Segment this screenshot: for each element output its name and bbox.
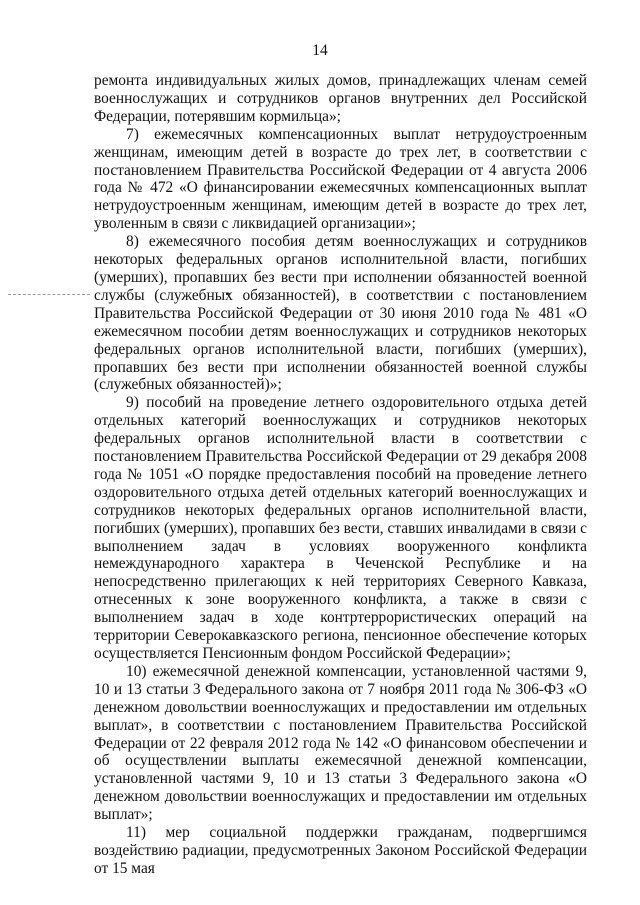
paragraph-item-9: 9) пособий на проведение летнего оздоровительного отдыха детей отдельных категорий военнослужащих и сотрудников некоторых федеральных органов исполнительной власти в соответствии с постановлением Правительства Российской Федерации от 29 декабря 2008 года № 1051 «О порядке предоставления пособий на проведение летнего оздоровительного отдыха детей отдельных категорий военнослужащих и сотрудников некоторых федеральных органов исполнительной власти, погибших (умерших), пропавших без вести, ставших инвалидами в связи с выполнением задач в условиях вооруженного конфликта немеждународного характера в Чеченской Республике и на непосредственно прилегающих к ней территориях Северного Кавказа, отнесенных к зоне вооруженного конфликта, а также в связи с выполнением задач в ходе контртеррористических операций на территории Северокавказского региона, пенсионное обеспечение которых осуществляется Пенсионным фондом Российской Федерации»; — [94, 394, 587, 662]
paragraph-item-10: 10) ежемесячной денежной компенсации, установленной частями 9, 10 и 13 статьи 3 Федерального закона от 7 ноября 2011 года № 306-ФЗ «О денежном довольствии военнослужащих и предоставлении им отдельных выплат», в соответствии с постановлением Правительства Российской Федерации от 22 февраля 2012 года № 142 «О финансовом обеспечении и об осуществлении выплаты ежемесячной денежной компенсации, установленной частями 9, 10 и 13 статьи 3 Федерального закона «О денежном довольствии военнослужащих и предоставлении им отдельных выплат»; — [94, 662, 587, 824]
paragraph-item-8: 8) ежемесячного пособия детям военнослужащих и сотрудников некоторых федеральных органов исполнительной власти, погибших (умерших), пропавших без вести при исполнении обязанностей военной службы (служебных обязанностей), в соответствии с постановлением Правительства Российской Федерации от 30 июня 2010 года № 481 «О ежемесячном пособии детям военнослужащих и сотрудников некоторых федеральных органов исполнительной власти, погибших (умерших), пропавших без вести при исполнении обязанностей военной службы (служебных обязанностей)»; — [94, 233, 587, 394]
document-body — [94, 72, 587, 878]
margin-dashed-line — [8, 294, 90, 295]
page-number: 14 — [312, 42, 328, 59]
paragraph-item-7: 7) ежемесячных компенсационных выплат нетрудоустроенным женщинам, имеющим детей в возрасте до трех лет, в соответствии с постановлением Правительства Российской Федерации от 4 августа 2006 года № 472 «О финансировании ежемесячных компенсационных выплат нетрудоустроенным женщинам, имеющим детей в возрасте до трех лет, уволенным в связи с ликвидацией организации»; — [94, 125, 587, 233]
paragraph-item-11: 11) мер социальной поддержки гражданам, подвергшимся воздействию радиации, предусмотренных Законом Российской Федерации от 15 мая — [94, 824, 587, 877]
paragraph-continuation: ремонта индивидуальных жилых домов, принадлежащих членам семей военнослужащих и сотрудников органов внутренних дел Российской Федерации, потерявшим кормильца»; — [94, 72, 587, 125]
